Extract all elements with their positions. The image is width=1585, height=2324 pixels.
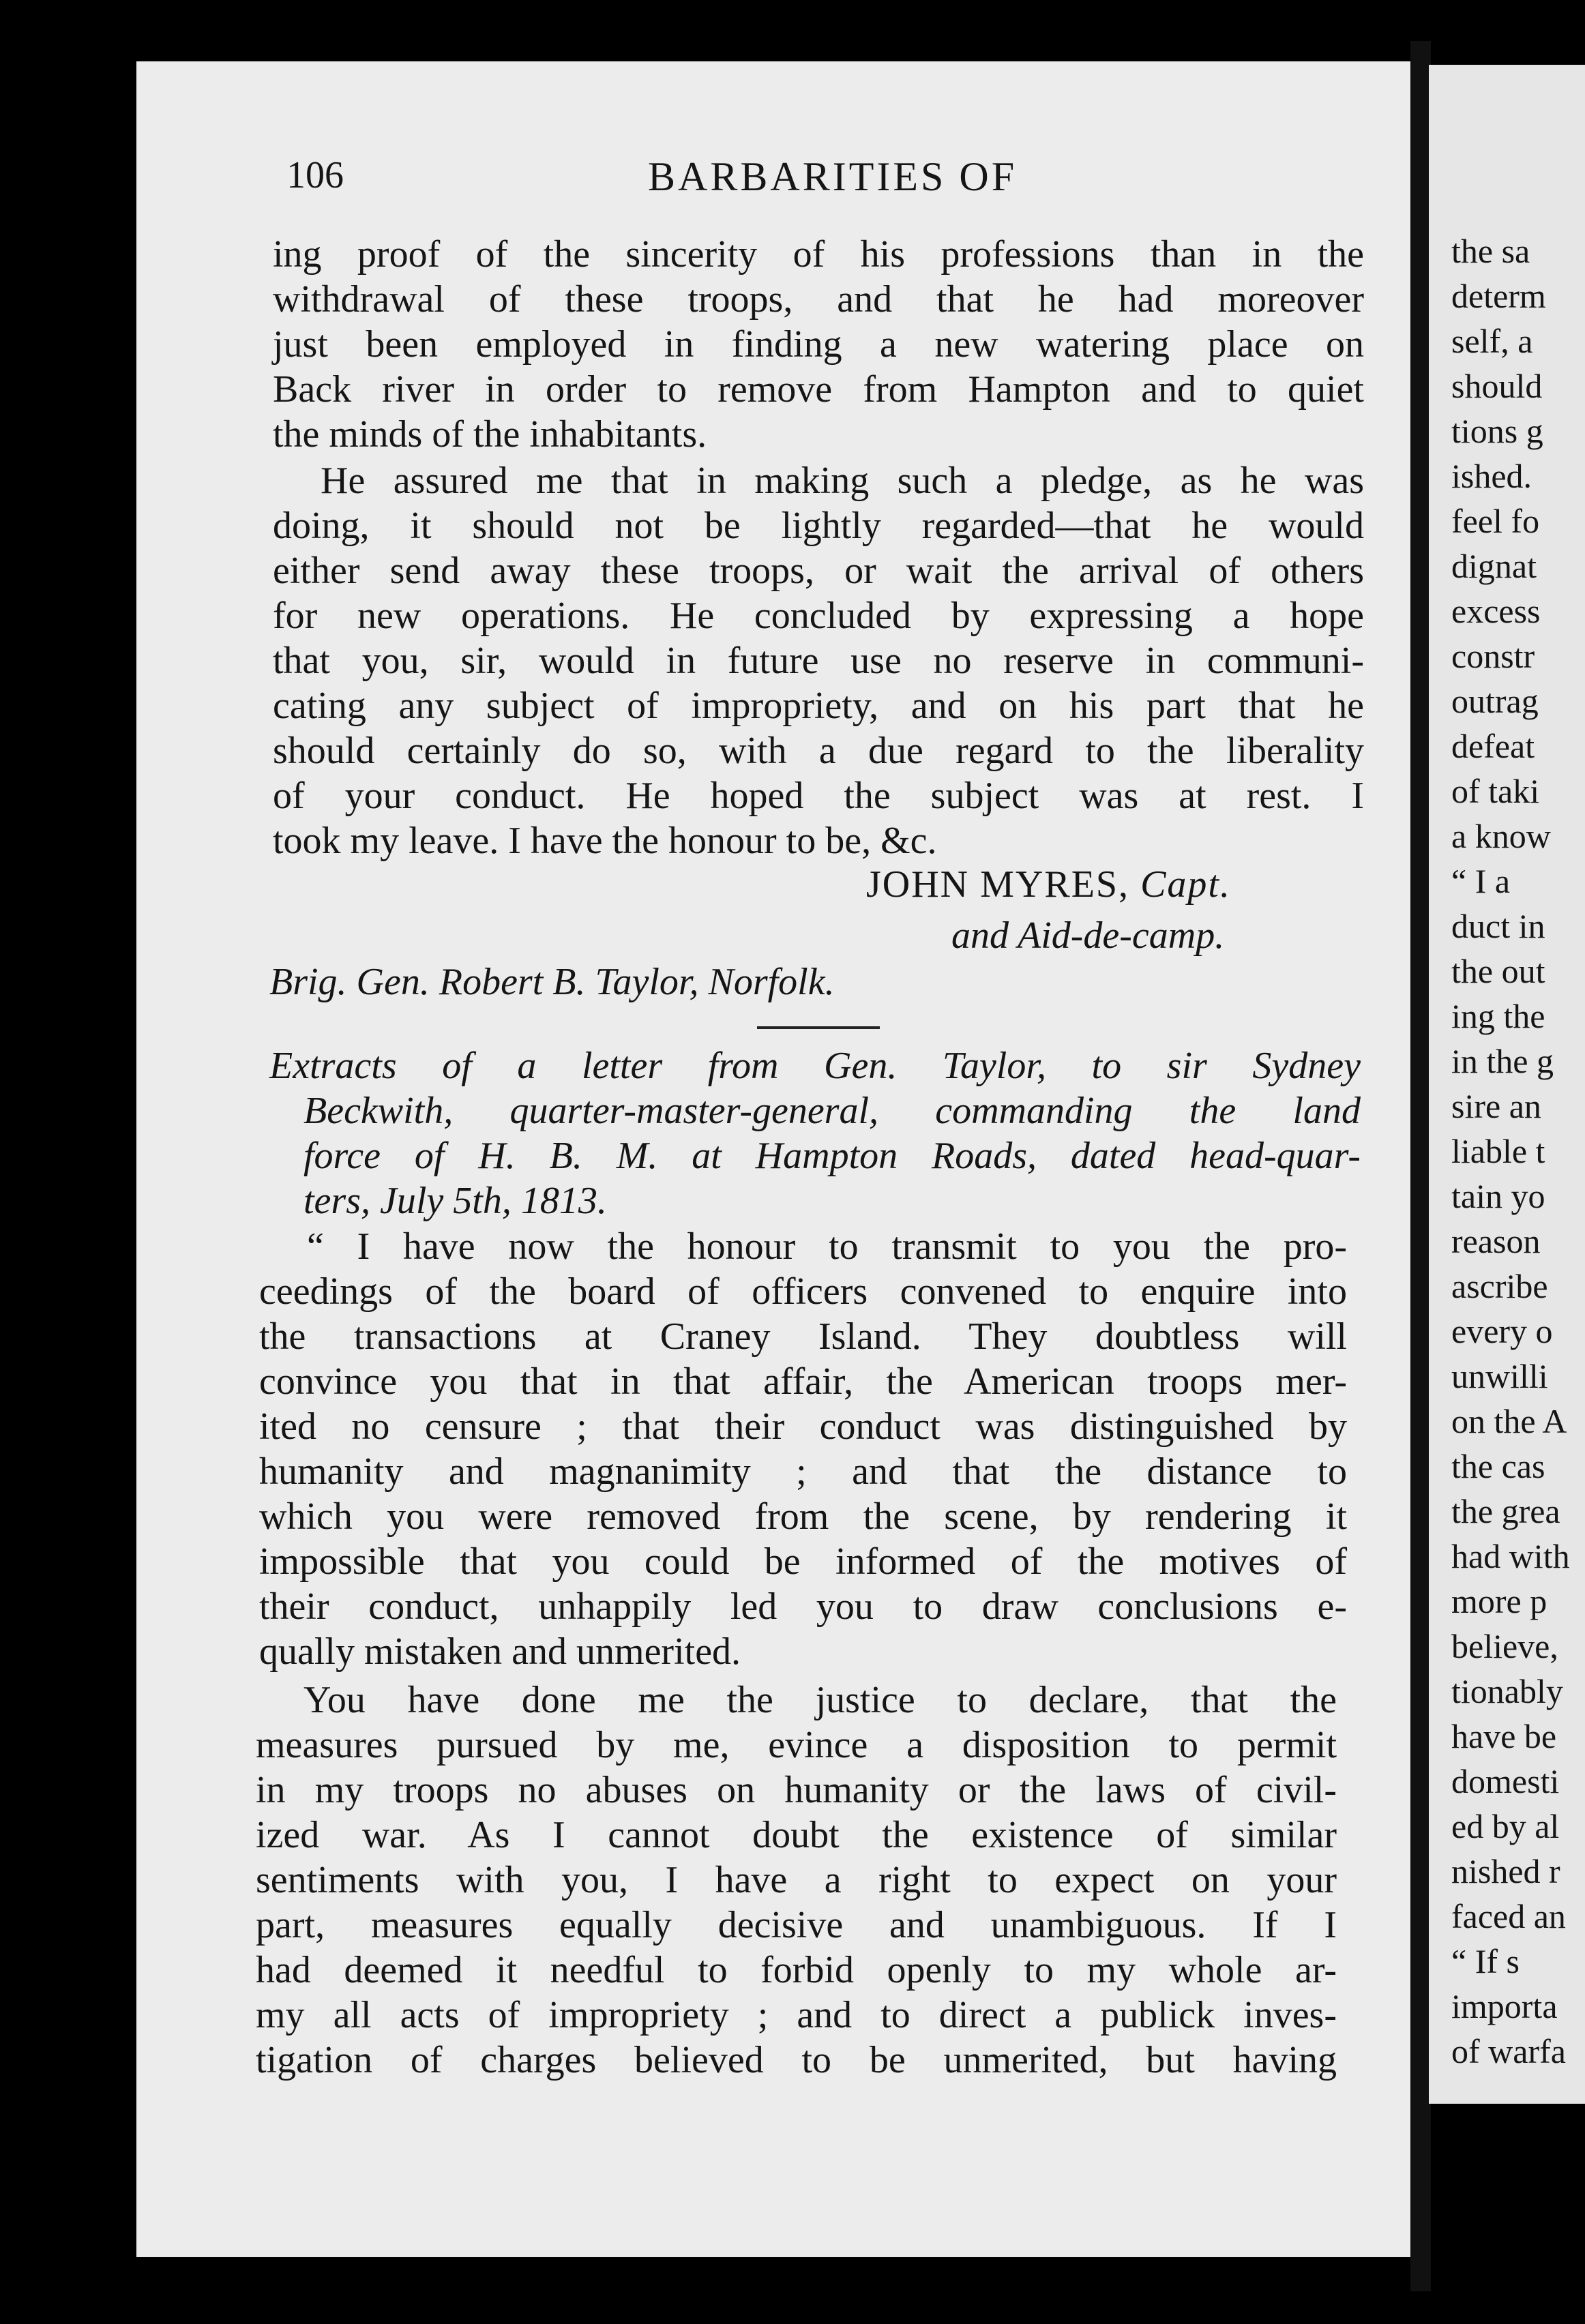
text-line: the minds of the inhabitants. — [273, 413, 707, 456]
paragraph-3 — [259, 1224, 1347, 1674]
text-line: the sa — [1451, 232, 1530, 270]
text-line: “ If s — [1451, 1942, 1520, 1980]
text-line: defeat — [1451, 727, 1535, 765]
text-line: qually mistaken and unmerited. — [259, 1630, 741, 1673]
text-line: doing, it should not be lightly regarded—that he would — [273, 505, 1364, 547]
text-line: withdrawal of these troops, and that he had moreover — [273, 278, 1364, 321]
text-line: dignat — [1451, 547, 1537, 585]
text-line: faced an — [1451, 1897, 1566, 1935]
text-line: force of H. B. M. at Hampton Roads, dated head-quar- — [303, 1135, 1361, 1177]
text-line: tain yo — [1451, 1177, 1545, 1215]
text-line: should — [1451, 367, 1543, 405]
text-line: more p — [1451, 1582, 1547, 1620]
text-line: ited no censure ; that their conduct was distinguished by — [259, 1405, 1347, 1448]
text-line: either send away these troops, or wait the arrival of others — [273, 550, 1364, 592]
text-line: cating any subject of impropriety, and on his part that he — [273, 685, 1364, 727]
text-line: determ — [1451, 277, 1546, 315]
text-line: for new operations. He concluded by expressing a hope — [273, 595, 1364, 637]
text-line: every o — [1451, 1312, 1553, 1350]
text-line: tigation of charges believed to be unmerited, but having — [256, 2039, 1337, 2081]
text-line: unwilli — [1451, 1357, 1548, 1395]
addressee: Brig. Gen. Robert B. Taylor, Norfolk. — [269, 961, 835, 1003]
text-line: “ I a — [1451, 862, 1511, 900]
right-page-column — [1451, 228, 1585, 2074]
text-line: part, measures equally decisive and unambiguous. If I — [256, 1904, 1337, 1946]
text-line: tions g — [1451, 412, 1543, 450]
text-line: the cas — [1451, 1447, 1545, 1485]
text-line: Extracts of a letter from Gen. Taylor, to sir Sydney — [269, 1045, 1361, 1087]
paragraph-2 — [273, 458, 1364, 863]
text-line: sentiments with you, I have a right to expect on your — [256, 1859, 1337, 1901]
text-line: the out — [1451, 952, 1545, 990]
text-line: Beckwith, quarter-master-general, commanding the land — [303, 1090, 1361, 1132]
text-line: in my troops no abuses on humanity or the laws of civil- — [256, 1769, 1337, 1811]
signature-rank: Capt. — [1140, 863, 1231, 906]
text-line: ed by al — [1451, 1807, 1560, 1845]
text-line: should certainly do so, with a due regard to the liberality — [273, 730, 1364, 772]
text-line: that you, sir, would in future use no reserve in communi- — [273, 640, 1364, 682]
text-line: ished. — [1451, 457, 1532, 495]
text-line: convince you that in that affair, the American troops mer- — [259, 1360, 1347, 1403]
page-number: 106 — [286, 154, 344, 196]
text-line: reason — [1451, 1222, 1541, 1260]
text-line: ceedings of the board of officers convened to enquire into — [259, 1270, 1347, 1313]
text-line: self, a — [1451, 322, 1533, 360]
text-line: a know — [1451, 817, 1551, 855]
text-line: took my leave. I have the honour to be, &c. — [273, 820, 937, 862]
signature-title: and Aid-de-camp. — [951, 914, 1225, 957]
text-line: outrag — [1451, 682, 1539, 720]
text-line: ters, July 5th, 1813. — [303, 1180, 607, 1222]
text-line: have be — [1451, 1717, 1557, 1755]
signature-name-text: JOHN MYRES, — [866, 863, 1141, 906]
extract-heading — [269, 1043, 1361, 1223]
section-divider — [757, 1026, 880, 1029]
text-line: impossible that you could be informed of the motives of — [259, 1540, 1347, 1583]
text-line: ized war. As I cannot doubt the existence of similar — [256, 1814, 1337, 1856]
text-line: measures pursued by me, evince a disposition to permit — [256, 1724, 1337, 1766]
book-gutter — [1410, 41, 1431, 2291]
text-line: importa — [1451, 1987, 1558, 2025]
text-line: their conduct, unhappily led you to draw conclusions e- — [259, 1585, 1347, 1628]
text-line: sire an — [1451, 1087, 1541, 1125]
text-line: just been employed in finding a new watering place on — [273, 323, 1364, 366]
text-line: nished r — [1451, 1852, 1560, 1890]
text-line: feel fo — [1451, 502, 1540, 540]
text-line: ing the — [1451, 997, 1545, 1035]
running-title: BARBARITIES OF — [648, 154, 1018, 199]
paragraph-1 — [273, 232, 1364, 457]
text-line: of taki — [1451, 772, 1540, 810]
text-line: ascribe — [1451, 1267, 1548, 1305]
text-line: had deemed it needful to forbid openly to my whole ar- — [256, 1949, 1337, 1991]
text-line: tionably — [1451, 1672, 1563, 1710]
text-line: duct in — [1451, 907, 1545, 945]
text-line: liable t — [1451, 1132, 1545, 1170]
text-line: constr — [1451, 637, 1535, 675]
text-line: the grea — [1451, 1492, 1560, 1530]
text-line: on the A — [1451, 1402, 1567, 1440]
text-line: excess — [1451, 592, 1541, 630]
text-line: “ I have now the honour to transmit to you the pro- — [307, 1225, 1347, 1268]
text-line: of warfa — [1451, 2032, 1566, 2070]
text-line: in the g — [1451, 1042, 1554, 1080]
text-line: believe, — [1451, 1627, 1558, 1665]
signature-name — [866, 863, 1231, 906]
text-line: the transactions at Craney Island. They doubtless will — [259, 1315, 1347, 1358]
text-line: He assured me that in making such a pledge, as he was — [321, 460, 1364, 502]
text-line: ing proof of the sincerity of his professions than in the — [273, 233, 1364, 275]
paragraph-4 — [256, 1678, 1337, 2083]
text-line: humanity and magnanimity ; and that the distance to — [259, 1450, 1347, 1493]
text-line: Back river in order to remove from Hampton and to quiet — [273, 368, 1364, 411]
text-line: my all acts of impropriety ; and to direct a publick inves- — [256, 1994, 1337, 2036]
text-line: which you were removed from the scene, by rendering it — [259, 1495, 1347, 1538]
text-line: You have done me the justice to declare, that the — [303, 1679, 1337, 1721]
text-line: of your conduct. He hoped the subject was at rest. I — [273, 775, 1364, 817]
page-header — [286, 153, 1391, 208]
text-line: domesti — [1451, 1762, 1560, 1800]
text-line: had with — [1451, 1537, 1570, 1575]
